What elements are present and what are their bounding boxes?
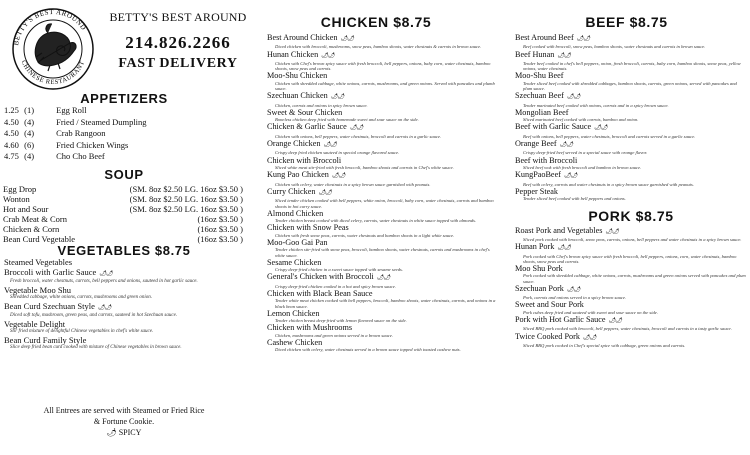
item-name: Crab Meat & Corn — [3, 214, 67, 224]
list-item — [4, 335, 244, 345]
list-item — [515, 300, 747, 309]
item-description: Crispy deep-fried chicken cooked in a hot and spicy brown sauce. — [275, 283, 396, 289]
vegetables-heading: VEGETABLES $8.75 — [57, 243, 191, 258]
item-description: Slice deep fried bean curd cooked with mixture of Chinese vegetables in brown sauce. — [10, 345, 182, 350]
item-name: Roast Pork and Vegetables — [515, 225, 603, 235]
list-item — [3, 204, 243, 214]
list-item — [3, 184, 243, 194]
list-item — [515, 50, 747, 61]
item-name: Best Around Beef — [515, 33, 574, 42]
chili-pepper-icon: 🌶🌶 — [566, 286, 581, 293]
item-count: (4) — [24, 151, 35, 161]
item-description: Chicken with onions, bell peppers, water chestnuts, broccoli and carrots in a garlic sauce. — [275, 133, 442, 139]
item-description: Sliced BBQ pork cooked in Chef's special spice with cabbage, green onions and carrots. — [523, 342, 686, 348]
chili-pepper-icon: 🌶🌶 — [318, 189, 332, 196]
item-count: (4) — [24, 128, 35, 138]
item-description: Sliced pork cooked with broccoli, snow peas, carrots, onions, bell peppers and water chestnuts in a spicy brown sauce. — [523, 236, 742, 242]
list-item — [4, 128, 244, 140]
item-name: Wonton — [3, 194, 30, 204]
list-item — [515, 33, 747, 44]
footer-line: & Fortune Cookie. — [93, 417, 155, 426]
item-description: Sliced white meat stir-fried with fresh broccoli, bamboo shoots and carrots in Chef's white sauce. — [275, 165, 454, 171]
item-name: Chicken with Snow Peas — [267, 223, 349, 233]
restaurant-name: BETTY'S BEST AROUND — [109, 10, 247, 24]
chili-pepper-icon: 🌶🌶 — [321, 52, 335, 59]
item-description: Chicken with Chef's brown spicy sauce with fresh broccoli, bell peppers, onions, baby corn, water chestnuts, bamboo shoots, snow peas and carrots. — [275, 61, 491, 72]
chili-pepper-icon: 🌶🌶 — [323, 142, 337, 149]
item-description: Chicken with shredded cabbage, white onions, carrots, mushrooms, and green onions. Served with pancakes and plumb sauce. — [275, 80, 495, 92]
item-description: Sliced BBQ pork cooked with broccoli, bell peppers, water chestnuts, broccoli and carrots in a tasty garlic sauce. — [523, 326, 732, 332]
item-name: Vegetable Delight — [4, 319, 66, 329]
list-item — [515, 170, 747, 181]
item-name: Bean Curd Family Style — [4, 335, 87, 345]
item-description: Boneless chicken deep fried with homemade sweet and sour sauce on the side. — [275, 117, 419, 123]
item-name: Moo-Shu Chicken — [267, 71, 328, 81]
pork-heading: PORK $8.75 — [588, 207, 674, 224]
item-description: Tender chicken breast cooked with diced celery, carrots, water chestnuts in white sauce topped with almonds. — [275, 218, 477, 224]
delivery-tagline: FAST DELIVERY — [118, 56, 238, 71]
list-item — [515, 315, 747, 326]
beef-pork-column — [503, 0, 750, 455]
item-name: Hunan Chicken — [267, 49, 319, 59]
left-column — [0, 0, 248, 455]
item-description: Sliced marinated beef cooked with carrots, bamboo and onion. — [523, 117, 639, 123]
list-item — [267, 71, 497, 80]
item-prices: (SM. 8oz $2.50 LG. 16oz $3.50 ) — [129, 204, 243, 214]
item-name: General's Chicken with Broccoli — [267, 272, 374, 282]
item-description: Shredded cabbage, white onions, carrots, mushrooms and green onion. — [10, 295, 153, 300]
list-item — [515, 139, 747, 150]
item-description: Crispy deep-fried chicken in a sweet sauce topped with sesame seeds. — [275, 267, 403, 273]
soup-list — [3, 184, 243, 244]
chili-pepper-icon: 🌶🌶 — [608, 317, 622, 324]
list-item — [267, 223, 497, 232]
chili-pepper-icon: 🌶🌶 — [605, 228, 619, 235]
list-item — [4, 117, 244, 129]
chili-pepper-icon: 🌶🌶 — [331, 173, 346, 180]
list-item — [4, 285, 244, 295]
chili-pepper-icon: 🌶🌶 — [557, 245, 571, 252]
list-item — [267, 238, 497, 247]
item-description: Crispy deep-fried beef served in a special sauce with orange flavor. — [523, 150, 648, 156]
chili-pepper-icon: 🌶🌶 — [566, 94, 581, 101]
item-name: Chicken & Corn — [3, 224, 60, 234]
item-name: Moo-Goo Gai Pan — [267, 237, 328, 247]
chili-pepper-icon: 🌶🌶 — [582, 334, 597, 341]
item-description: Tender marinated beef cooked with onions, carrots and in a spicy brown sauce. — [523, 102, 669, 108]
item-description: Tender white meat chicken cooked with bell peppers, broccoli, bamboo shoots, water chestnuts, carrots, and onions in a black bean sauce. — [275, 298, 496, 309]
list-item — [515, 284, 747, 295]
brand-block — [108, 10, 248, 72]
list-item — [515, 91, 747, 102]
item-description: Pork, carrots and onions served in a spicy brown sauce. — [523, 295, 627, 301]
item-name: Curry Chicken — [267, 186, 316, 196]
item-name: Chicken with Mushrooms — [267, 323, 353, 333]
list-item — [267, 50, 497, 61]
item-name: Beef with Broccoli — [515, 155, 578, 165]
item-description: Pork cubes deep fried and sauteed with sweet and sour sauce on the side. — [523, 309, 658, 315]
item-description: Pork cooked with Chef's brown spicy sauce with fresh broccoli, bell peppers, onions, corn, water chestnuts, bamboo shoots, snow peas and carrots. — [523, 253, 737, 264]
list-item — [267, 187, 497, 198]
list-item — [3, 214, 243, 224]
chili-pepper-icon: 🌶🌶 — [563, 173, 578, 180]
item-prices: (16oz $3.50 ) — [197, 214, 243, 224]
item-description: Beef cooked with broccoli, snow peas, bamboo shoots, water chestnuts and carrots in brown sauce. — [523, 44, 706, 50]
item-description: Diced chicken with celery, water chestnuts served in a brown sauce topped with toasted cashew nuts. — [275, 347, 461, 353]
list-item — [4, 151, 244, 163]
list-item — [4, 140, 244, 152]
list-item — [267, 122, 497, 133]
item-name: Beef Hunan — [515, 49, 555, 59]
item-name: Best Around Chicken — [267, 33, 338, 42]
item-name: Lemon Chicken — [267, 308, 320, 318]
list-item — [267, 91, 497, 102]
svg-text:BETTY'S BEST AROUND: BETTY'S BEST AROUND — [12, 7, 88, 47]
item-name: Crab Rangoon — [56, 128, 106, 138]
item-description: Sliced tender chicken cooked with bell peppers, white onion, broccoli, baby corn, water chestnuts, carrots and bamboo shoots in hot curry sauce. — [275, 198, 494, 209]
item-name: Cho Cho Beef — [56, 151, 105, 161]
list-item — [4, 319, 244, 329]
list-item — [3, 194, 243, 204]
item-name: Pork with Hot Garlic Sauce — [515, 314, 606, 324]
item-description: Tender sliced beef cooked with bell peppers and onions. — [523, 196, 626, 202]
list-item — [4, 301, 244, 313]
soup-heading: SOUP — [104, 167, 144, 182]
item-name: Beef with Garlic Sauce — [515, 122, 592, 132]
item-name: Almond Chicken — [267, 208, 324, 218]
item-description: Pork cooked with shredded cabbage, white onions, carrots, mushrooms and green onions served with pancakes and plum sauce. — [523, 273, 746, 284]
item-name: Hunan Pork — [515, 242, 555, 252]
item-description: Chicken with celery, water chestnuts in a spicy brown sauce garnished with peanuts. — [275, 181, 431, 187]
item-name: Orange Chicken — [267, 139, 321, 149]
item-description: Tender beef cooked in chef's bell peppers, onion, fresh broccoli, carrots, baby corn, bamboo shoots, snow peas, yellow onions, water chestnuts. — [523, 61, 741, 72]
item-prices: (SM. 8oz $2.50 LG. 16oz $3.50 ) — [129, 194, 243, 204]
item-name: Szechuan Chicken — [267, 91, 328, 101]
item-name: KungPaoBeef — [515, 170, 561, 180]
item-name: Cashew Chicken — [267, 337, 323, 347]
chili-pepper-icon: 🌶🌶 — [576, 36, 590, 42]
item-name: Moo-Shu Beef — [515, 71, 564, 81]
item-description: Tender chicken stir-fried with snow peas, broccoli, bamboo shoots, water chestnuts, carrots and mushrooms in chef's white sauce. — [275, 247, 490, 258]
item-name: Fried / Steamed Dumpling — [56, 116, 147, 127]
list-item — [3, 224, 243, 234]
chicken-heading: CHICKEN $8.75 — [320, 14, 432, 30]
item-description: Diced chicken with broccoli, mushrooms, snow peas, bamboo shoots, water chestnuts & carrots in brown sauce. — [275, 44, 482, 50]
item-description: Tender sliced beef cooked with shredded cabbages, bamboo shoots, carrots, green onions, served with pancakes and plum sauce. — [523, 80, 737, 92]
item-count: (6) — [24, 139, 35, 150]
list-item — [515, 71, 747, 80]
list-item — [267, 323, 497, 332]
chili-pepper-icon: 🌶🌶 — [594, 125, 608, 132]
item-name: Sesame Chicken — [267, 257, 322, 267]
item-name: Egg Drop — [3, 184, 37, 194]
item-name: Egg Roll — [56, 105, 87, 115]
chili-pepper-icon: 🌶🌶 — [330, 94, 344, 101]
item-name: Szechuan Beef — [515, 91, 564, 101]
item-name: Kung Pao Chicken — [267, 170, 329, 180]
item-prices: (16oz $3.50 ) — [197, 234, 243, 244]
list-item — [515, 122, 747, 133]
item-name: Chicken with Broccoli — [267, 155, 342, 165]
item-count: (1) — [24, 105, 35, 115]
chili-pepper-icon: 🌶🌶 — [559, 142, 573, 149]
item-description: Chicken, carrots and onions in spicy brown sauce. — [275, 102, 368, 108]
item-name: Bean Curd Vegetable — [3, 234, 76, 244]
item-description: Fresh broccoli, water chestnuts, carrots, bell peppers and onions, sauteed in hot garlic sauce. — [10, 279, 198, 284]
appetizers-heading: APPETIZERS — [80, 91, 168, 106]
dragon-logo-icon — [8, 7, 98, 91]
list-item — [4, 267, 244, 279]
item-name: Mongolian Beef — [515, 107, 569, 117]
chili-pepper-icon: 🌶🌶 — [349, 125, 364, 132]
list-item — [267, 309, 497, 318]
list-item — [4, 257, 244, 267]
list-item — [515, 264, 747, 273]
item-name: Vegetable Moo Shu — [4, 285, 72, 295]
item-price: 4.60 — [4, 139, 19, 150]
item-description: Beef with celery, carrots and water chestnuts in a spicy brown sauce garnished with peanuts. — [523, 181, 694, 187]
chili-pepper-icon: 🌶🌶 — [340, 36, 354, 42]
item-description: Chicken with fresh snow peas, carrots, water chestnuts and bamboo shoots in a light white sauce. — [275, 232, 455, 238]
svg-text:CHINESE RESTAURANT: CHINESE RESTAURANT — [19, 59, 87, 87]
footer-line: All Entrees are served with Steamed or Fried Rice — [43, 406, 205, 415]
list-item — [515, 332, 747, 343]
list-item — [267, 156, 497, 165]
beef-pork-list — [515, 33, 747, 348]
appetizers-list — [4, 105, 244, 163]
item-name: Sweet & Sour Chicken — [267, 107, 343, 117]
list-item — [515, 108, 747, 117]
item-price: 4.50 — [4, 128, 19, 138]
footer-note — [0, 405, 248, 438]
chili-pepper-icon: 🌶🌶 — [557, 52, 571, 59]
list-item — [267, 289, 497, 298]
item-description: Stir fried mixture of delightful Chinese vegetables in chef's white sauce. — [10, 329, 154, 334]
list-item — [267, 272, 497, 283]
item-name: Bean Curd Szechuan Style — [4, 301, 95, 311]
list-item — [515, 242, 747, 253]
list-item — [267, 139, 497, 150]
item-name: Hot and Sour — [3, 204, 49, 214]
chicken-list — [267, 33, 497, 353]
chili-pepper-icon: 🌶🌶 — [99, 271, 113, 277]
chicken-column — [255, 0, 497, 455]
item-price: 1.25 — [4, 105, 19, 115]
list-item — [267, 338, 497, 347]
vegetables-list — [4, 257, 244, 351]
item-name: Szechuan Pork — [515, 283, 564, 293]
item-description: Diced soft tofu, mushroom, green peas, and carrots, sauteed in hot Szechuan sauce. — [10, 313, 178, 318]
phone-number[interactable]: 214.826.2266 — [125, 33, 231, 52]
list-item — [515, 187, 747, 196]
item-name: Moo Shu Pork — [515, 263, 563, 273]
item-description: Beef with onions, bell peppers, water chestnuts, broccoli and carrots served in a garlic sauce. — [523, 133, 696, 139]
item-description: Crispy deep fried chicken sauteed in special orange flavored sauce. — [275, 150, 400, 156]
item-name: Orange Beef — [515, 139, 557, 149]
item-prices: (16oz $3.50 ) — [197, 224, 243, 234]
item-prices: (SM. 8oz $2.50 LG. 16oz $3.50 ) — [129, 184, 243, 194]
item-price: 4.75 — [4, 151, 19, 161]
chili-pepper-icon: 🌶🌶 — [376, 275, 390, 282]
item-name: Chicken & Garlic Sauce — [267, 122, 347, 132]
beef-heading: BEEF $8.75 — [585, 14, 668, 30]
list-item — [515, 156, 747, 165]
chili-pepper-icon: 🌶🌶 — [97, 305, 112, 311]
spicy-legend: 🌶 SPICY — [106, 428, 142, 437]
item-name: Steamed Vegetables — [4, 257, 73, 267]
list-item — [267, 108, 497, 117]
item-description: Chicken, mushrooms and green onions served in a brown sauce. — [275, 332, 394, 338]
item-name: Broccoli with Garlic Sauce — [4, 267, 97, 277]
list-item — [4, 105, 244, 117]
item-description: Sliced beef wok with fresh broccoli and bamboo in brown sauce. — [523, 165, 642, 171]
list-item — [267, 33, 497, 44]
list-item — [267, 170, 497, 181]
list-item — [267, 258, 497, 267]
item-name: Twice Cooked Pork — [515, 331, 580, 341]
item-name: Chicken with Black Bean Sauce — [267, 288, 373, 298]
list-item — [515, 226, 747, 237]
item-count: (4) — [24, 116, 35, 127]
item-name: Pepper Steak — [515, 186, 558, 196]
item-name: Fried Chicken Wings — [56, 139, 129, 150]
item-description: Tender chicken breast deep-fried with lemon flavored sauce on the side. — [275, 318, 407, 324]
item-name: Sweet and Sour Pork — [515, 300, 584, 310]
list-item — [267, 209, 497, 218]
item-price: 4.50 — [4, 116, 19, 127]
